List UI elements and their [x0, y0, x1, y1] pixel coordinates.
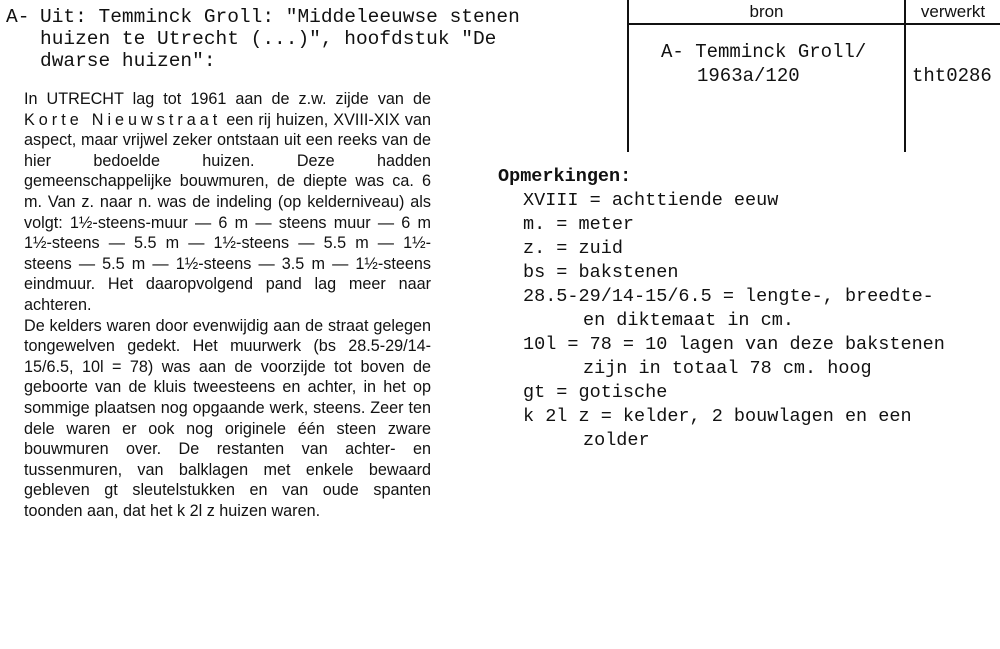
paragraph-2: De kelders waren door evenwijdig aan de straat gelegen tongewelven gedekt. Het muurwerk (bs 28.5-29/14-15/6.5, 10l = 78) was aan de voorzijde tot boven de geboorte van de kluis tweesteens en achter, in het op sommige plaatsen nog opgaande werk, steens. Zeer ten dele waren er ook nog originele één steen zware bouwmuren over. De restanten van achter- en tussenmuren, van balklagen met enkele bewaard gebleven gt sleutelstukken en van oude spanten toonden aan, dat het k 2l z huizen waren.: [24, 316, 431, 520]
paragraph-1-start: In UTRECHT lag tot 1961 aan de z.w. zijde van de: [24, 90, 431, 108]
table-header-rule: [627, 23, 1000, 25]
remark-1: XVIII = achttiende eeuw: [523, 190, 779, 211]
remark-8: k 2l z = kelder, 2 bouwlagen en een: [523, 406, 912, 427]
heading-prefix: A-: [6, 6, 30, 28]
remark-6: 10l = 78 = 10 lagen van deze bakstenen: [523, 334, 945, 355]
heading-text-1: Uit: Temminck Groll: "Middeleeuwse stenen: [40, 6, 520, 28]
heading-line-1: [6, 6, 566, 28]
remark-7: gt = gotische: [523, 382, 668, 403]
heading-line-2: huizen te Utrecht (...)", hoofdstuk "De: [40, 28, 497, 50]
verwerkt-code: tht0286: [912, 65, 992, 87]
bron-line-1: A- Temminck Groll/: [661, 41, 867, 63]
paragraph-1-rest: een rij huizen, XVIII-XIX van aspect, maar vrijwel zeker ontstaan uit een reeks van de hier bedoelde huizen. Deze hadden gemeenschappelijke bouwmuren, de diepte was ca. 6 m. Van z. naar n. was de indeling (op kelderniveau) als volgt: 1½-steens-muur — 6 m — steens muur — 6 m 1½-steens — 5.5 m — 1½-steens — 5.5 m — 1½-steens — 5.5 m — 1½-steens — 3.5 m — 1½-steens eindmuur. Het daaropvolgend pand lag meer naar achteren.: [24, 110, 432, 314]
remark-8-cont: zolder: [583, 430, 650, 451]
header-verwerkt: verwerkt: [920, 2, 986, 21]
remark-4: bs = bakstenen: [523, 262, 679, 283]
remarks-section: [498, 165, 988, 453]
header-bron: bron: [749, 2, 784, 21]
remarks-title: Opmerkingen:: [498, 166, 632, 187]
paragraph-1: [24, 89, 431, 316]
heading-line-3: dwarse huizen":: [40, 50, 216, 72]
source-table: [627, 0, 1000, 152]
remark-5: 28.5-29/14-15/6.5 = lengte-, breedte-: [523, 286, 934, 307]
remark-2: m. = meter: [523, 214, 635, 235]
remark-5-cont: en diktemaat in cm.: [583, 310, 794, 331]
bron-line-2: 1963a/120: [697, 65, 800, 87]
remark-3: z. = zuid: [523, 238, 623, 259]
source-heading: [6, 6, 566, 72]
remark-6-cont: zijn in totaal 78 cm. hoog: [583, 358, 872, 379]
quoted-text: [24, 89, 431, 521]
street-name: Korte Nieuwstraat: [24, 110, 222, 129]
